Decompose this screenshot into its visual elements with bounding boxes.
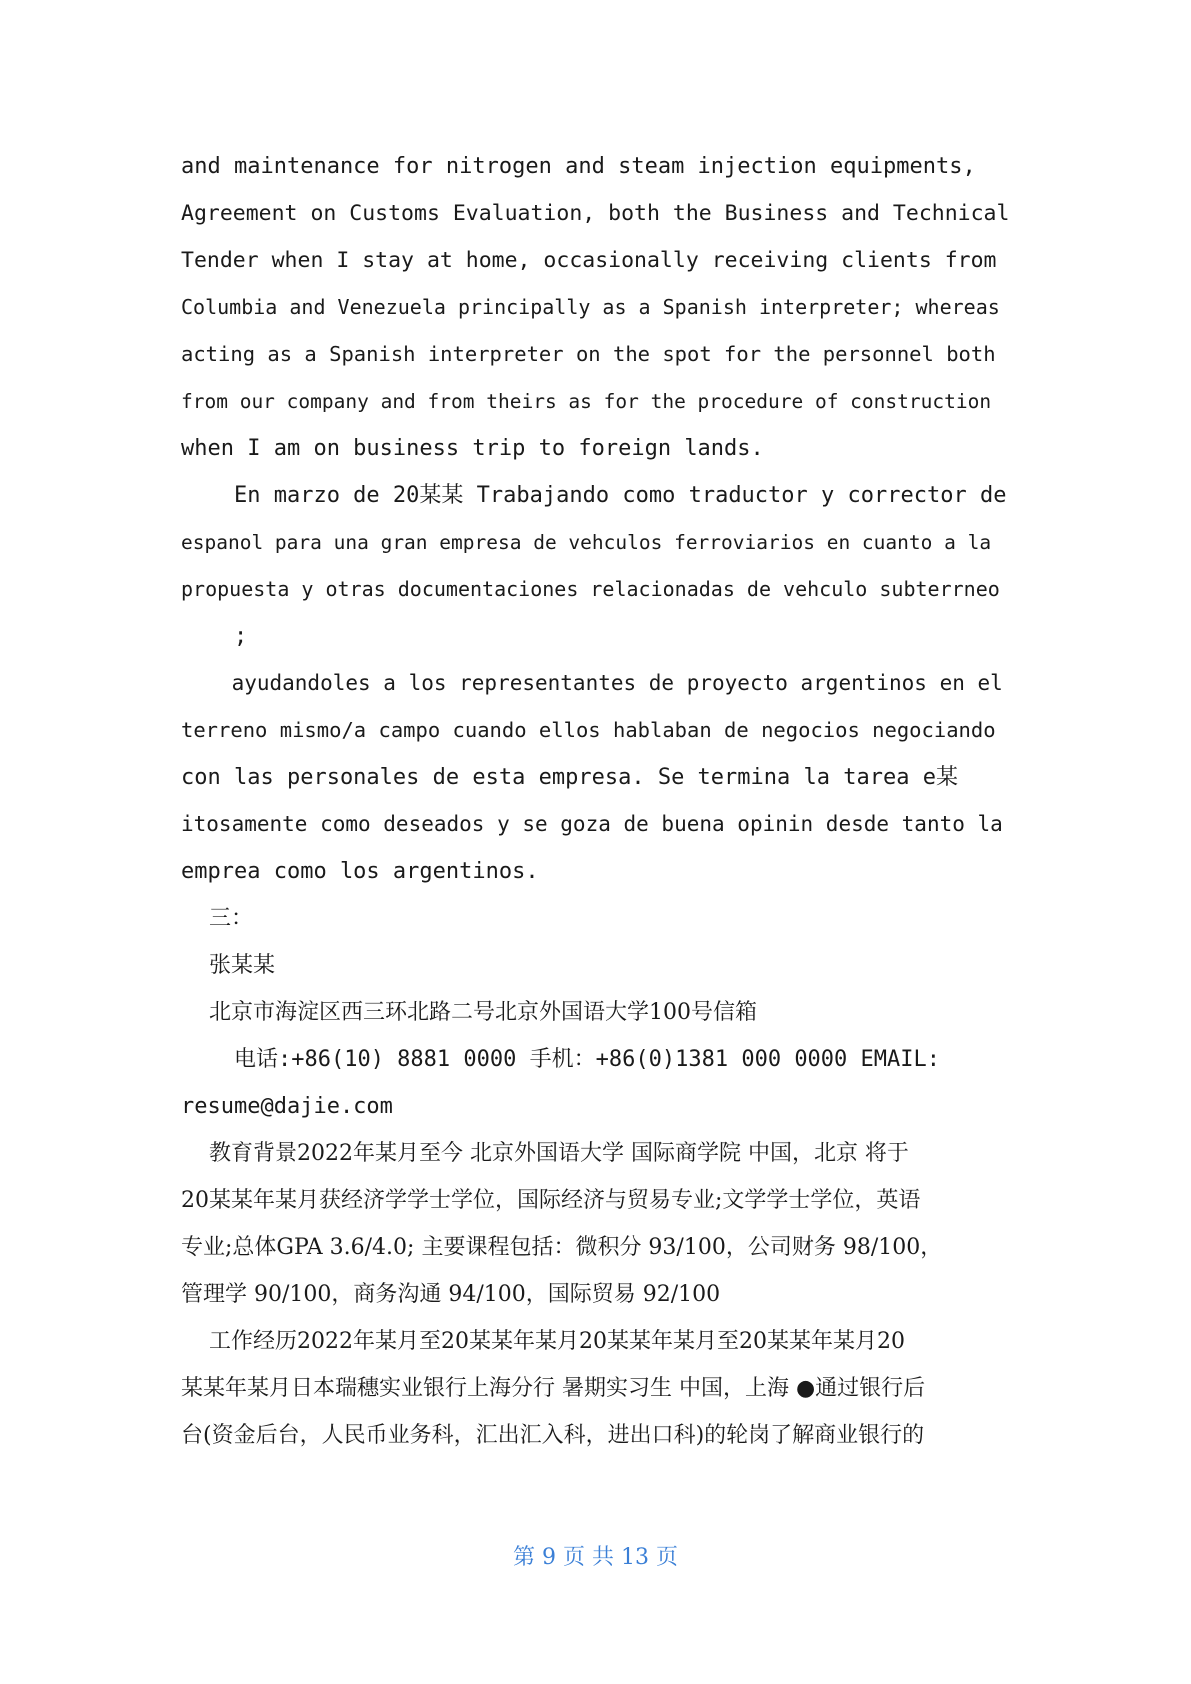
body-line-5: acting as a Spanish interpreter on the spot for the personnel both [181, 342, 996, 366]
resume-address: 北京市海淀区西三环北路二号北京外国语大学100号信箱 [181, 1000, 757, 1025]
body-line-4: Columbia and Venezuela principally as a Spanish interpreter; whereas [181, 295, 1000, 319]
education-line-4: 管理学 90/100，商务沟通 94/100，国际贸易 92/100 [181, 1282, 721, 1307]
education-line-1: 教育背景2022年某月至今 北京外国语大学 国际商学院 中国，北京 将于 [181, 1141, 909, 1166]
body-line-9: espanol para una gran empresa de vehculos ferroviarios en cuanto a la [181, 531, 992, 554]
body-line-16: emprea como los argentinos. [181, 859, 539, 884]
body-line-1: and maintenance for nitrogen and steam injection equipments, [181, 154, 976, 179]
body-line-2: Agreement on Customs Evaluation, both the Business and Technical [181, 201, 1010, 226]
body-line-14: con las personales de esta empresa. Se termina la tarea e某 [181, 765, 958, 790]
resume-email: resume@dajie.com [181, 1094, 393, 1119]
education-line-2: 20某某年某月获经济学学士学位，国际经济与贸易专业;文学学士学位，英语 [181, 1188, 921, 1213]
resume-name: 张某某 [181, 953, 275, 978]
body-line-10: propuesta y otras documentaciones relacionadas de vehculo subterrneo [181, 577, 1000, 601]
education-line-3: 专业;总体GPA 3.6/4.0; 主要课程包括：微积分 93/100，公司财务 98/100， [181, 1235, 943, 1260]
body-line-12: ayudandoles a los representantes de proyecto argentinos en el [181, 671, 1003, 695]
document-body [181, 143, 1011, 1459]
resume-contact: 电话:+86(10) 8881 0000 手机：+86(0)1381 000 0000 EMAIL: [181, 1047, 941, 1072]
body-line-3: Tender when I stay at home, occasionally receiving clients from [181, 248, 997, 273]
experience-line-3: 台(资金后台，人民币业务科，汇出汇入科，进出口科)的轮岗了解商业银行的 [181, 1423, 925, 1448]
experience-line-2: 某某年某月日本瑞穗实业银行上海分行 暑期实习生 中国，上海 ●通过银行后 [181, 1376, 926, 1401]
body-line-7: when I am on business trip to foreign lands. [181, 436, 764, 461]
experience-line-1: 工作经历2022年某月至20某某年某月20某某年某月至20某某年某月20 [181, 1329, 905, 1354]
body-line-11: ; [181, 624, 248, 649]
body-line-6: from our company and from theirs as for the procedure of construction [181, 390, 992, 413]
body-line-8: En marzo de 20某某 Trabajando como traductor y corrector de [181, 483, 1007, 508]
page-number-footer: 第 9 页 共 13 页 [513, 1545, 678, 1570]
body-line-13: terreno mismo/a campo cuando ellos hablaban de negocios negociando [181, 718, 996, 742]
section-number: 三： [181, 906, 253, 931]
body-line-15: itosamente como deseados y se goza de buena opinin desde tanto la [181, 812, 1003, 836]
